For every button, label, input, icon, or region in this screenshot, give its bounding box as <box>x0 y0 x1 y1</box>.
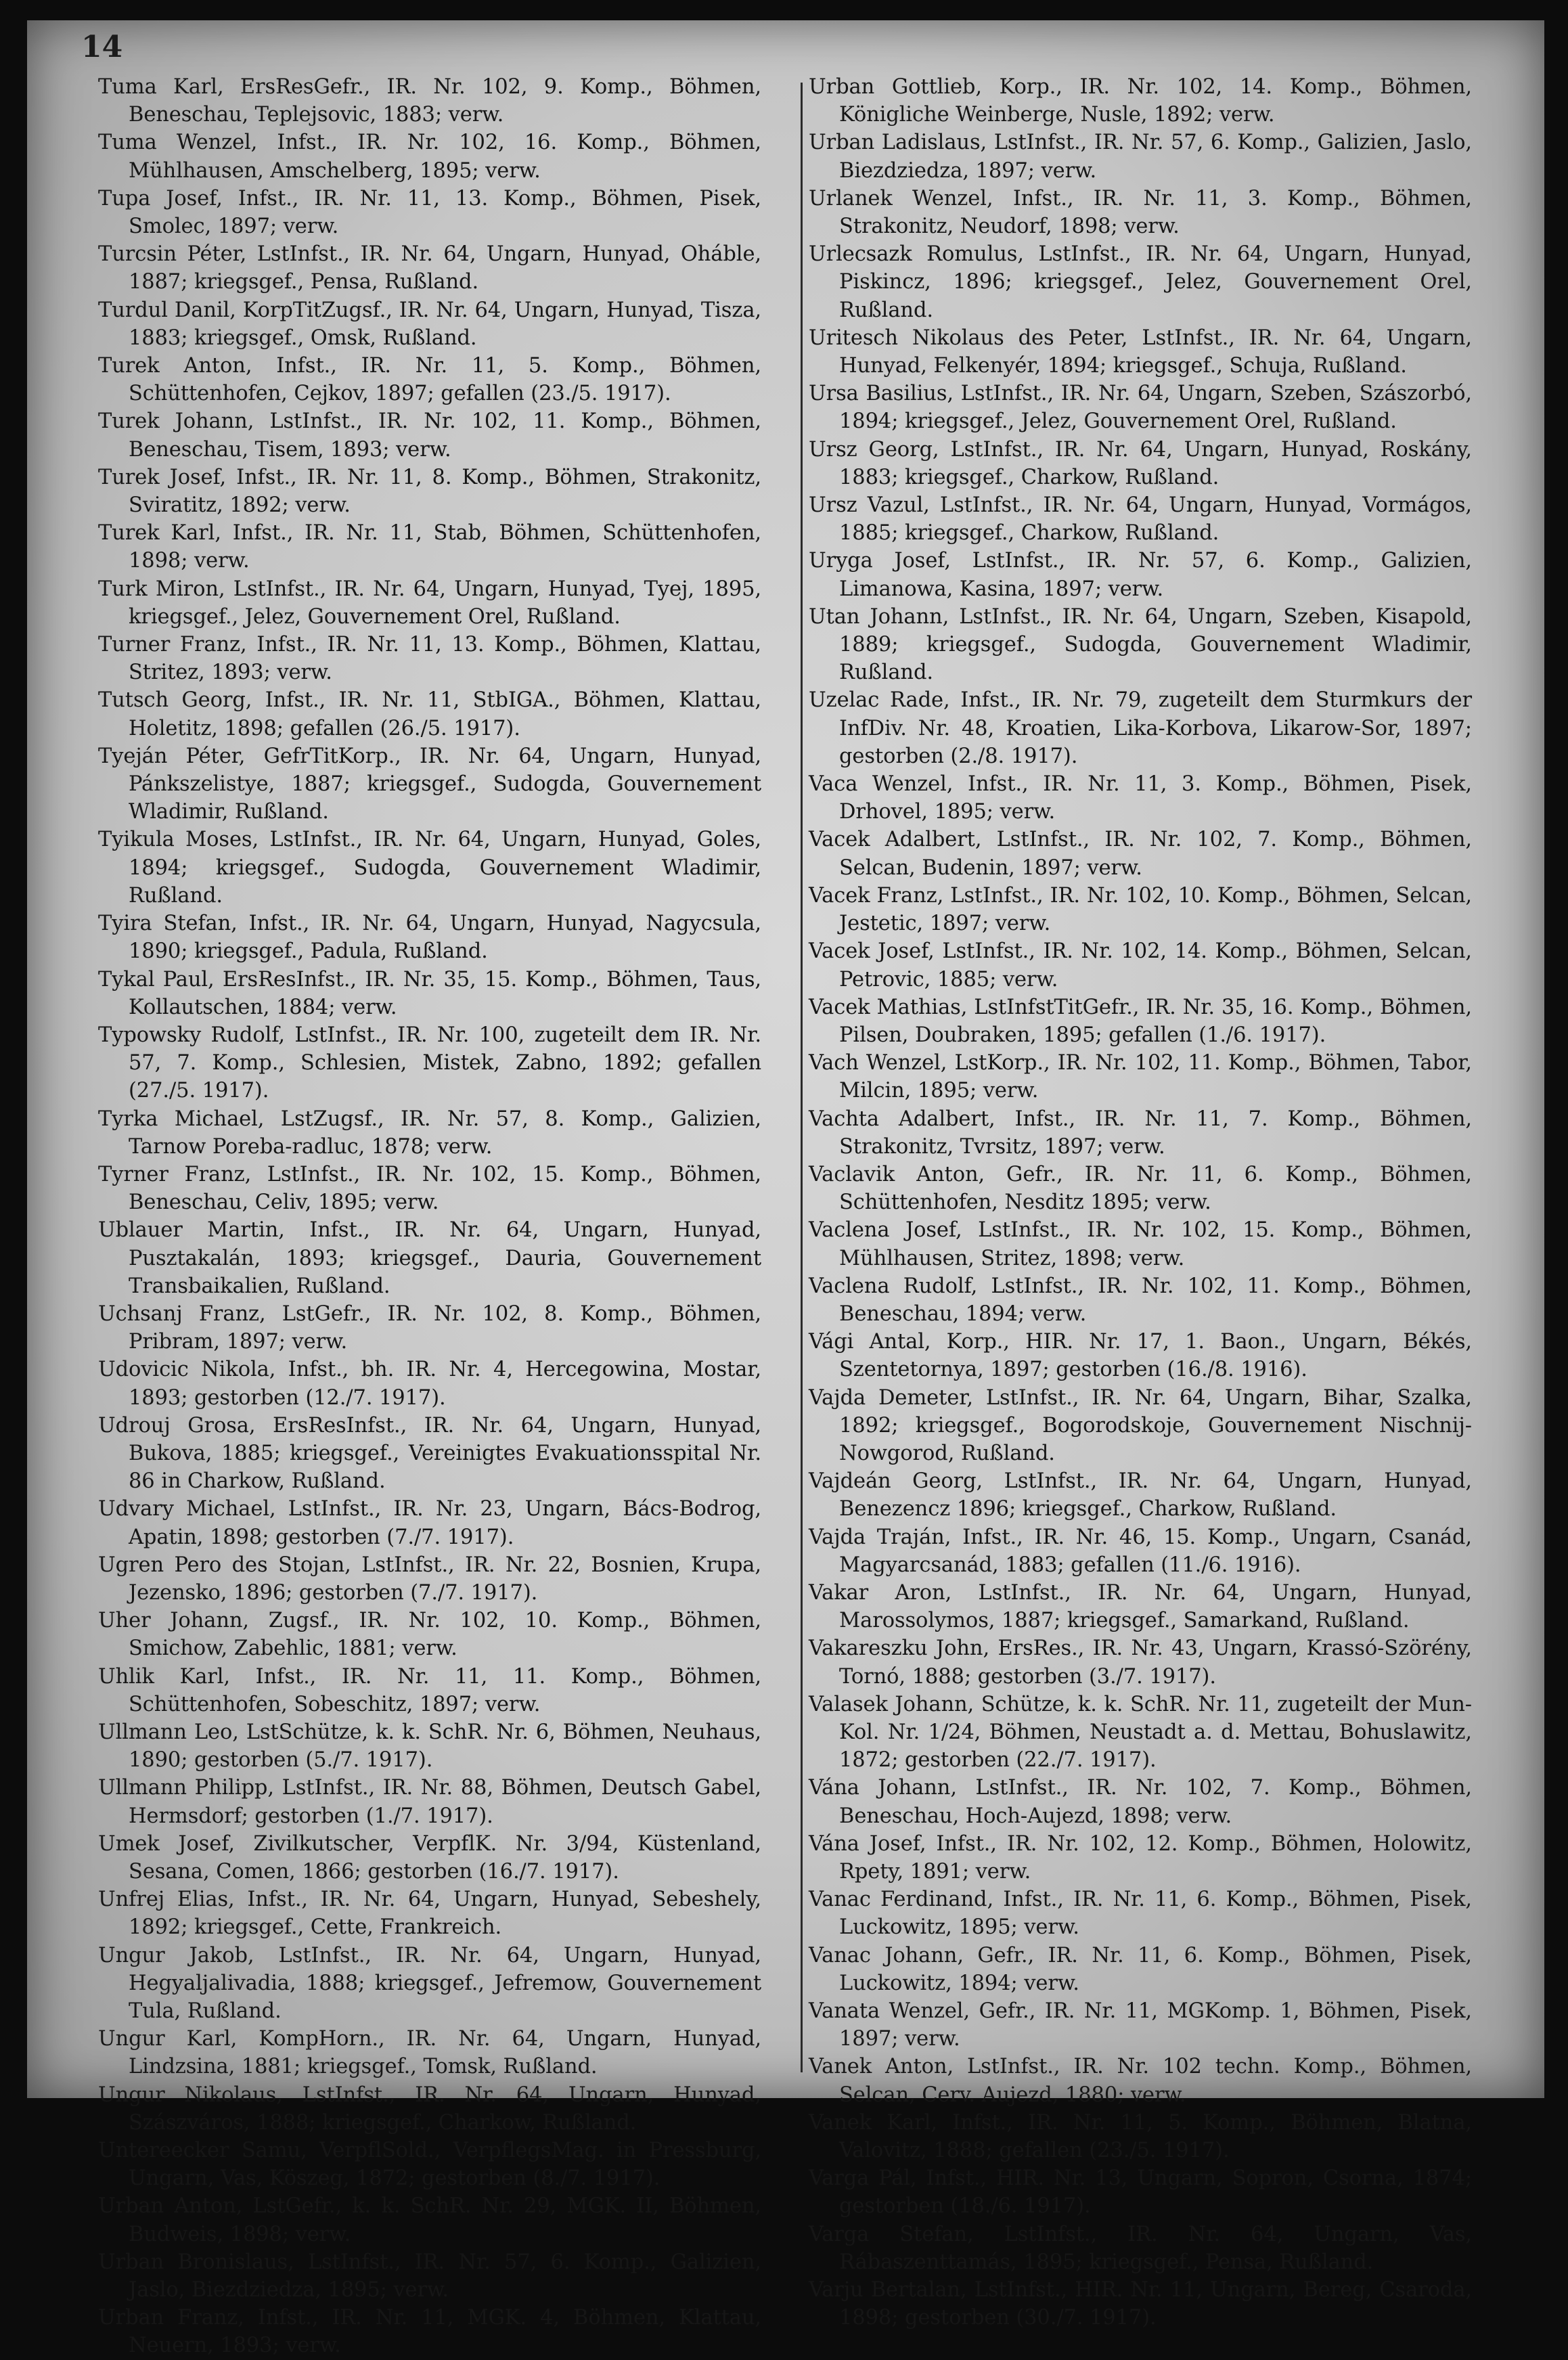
casualty-entry: Ugren Pero des Stojan, LstInfst., IR. Nr. 22, Bosnien, Krupa, Jezensko, 1896; gestorben (7./7. 1917). <box>98 1553 761 1605</box>
casualty-entry: Ursz Georg, LstInfst., IR. Nr. 64, Ungarn, Hunyad, Roskány, 1883; kriegsgef., Charkow, Rußland. <box>809 437 1472 489</box>
casualty-entry: Typowsky Rudolf, LstInfst., IR. Nr. 100, zugeteilt dem IR. Nr. 57, 7. Komp., Schlesien, Mistek, Zabno, 1892; gefallen (27./5. 1917). <box>98 1023 761 1103</box>
casualty-entry: Turner Franz, Infst., IR. Nr. 11, 13. Komp., Böhmen, Klattau, Stritez, 1893; verw. <box>98 633 761 685</box>
casualty-entry: Tuma Karl, ErsResGefr., IR. Nr. 102, 9. Komp., Böhmen, Beneschau, Teplejsovic, 1883; verw. <box>98 75 761 127</box>
document-page <box>27 20 1544 2358</box>
casualty-entry: Varga Stefan, LstInfst., IR. Nr. 64, Ungarn, Vas, Rábaszenttamás, 1895; kriegsgef., Pensa, Rußland. <box>809 2222 1472 2274</box>
casualty-entry: Urban Franz, Infst., IR. Nr. 11, MGK. 4, Böhmen, Klattau, Neuern, 1893; verw. <box>98 2306 761 2358</box>
casualty-entry: Vági Antal, Korp., HIR. Nr. 17, 1. Baon., Ungarn, Békés, Szentetornya, 1897; gestorben (16./8. 1916). <box>809 1330 1472 1382</box>
casualty-entry: Vacek Mathias, LstInfstTitGefr., IR. Nr. 35, 16. Komp., Böhmen, Pilsen, Doubraken, 1895; gefallen (1./6. 1917). <box>809 995 1472 1047</box>
casualty-entry: Turdul Danil, KorpTitZugsf., IR. Nr. 64, Ungarn, Hunyad, Tisza, 1883; kriegsgef., Omsk, Rußland. <box>98 298 761 350</box>
casualty-entry: Turek Karl, Infst., IR. Nr. 11, Stab, Böhmen, Schüttenhofen, 1898; verw. <box>98 521 761 573</box>
right-column <box>809 73 1472 2330</box>
column-divider <box>801 83 803 2072</box>
casualty-entry: Umek Josef, Zivilkutscher, VerpflK. Nr. 3/94, Küstenland, Sesana, Comen, 1866; gestorben (16./7. 1917). <box>98 1831 761 1884</box>
casualty-entry: Udrouj Grosa, ErsResInfst., IR. Nr. 64, Ungarn, Hunyad, Bukova, 1885; kriegsgef., Vereinigtes Evakuationsspital Nr. 86 in Charkow, Rußland. <box>98 1413 761 1494</box>
casualty-entry: Utan Johann, LstInfst., IR. Nr. 64, Ungarn, Szeben, Kisapold, 1889; kriegsgef., Sudogda, Gouvernement Wladimir, Rußland. <box>809 604 1472 685</box>
casualty-entry: Ullmann Leo, LstSchütze, k. k. SchR. Nr. 6, Böhmen, Neuhaus, 1890; gestorben (5./7. 1917). <box>98 1720 761 1773</box>
casualty-entry: Vanek Karl, Infst., IR. Nr. 11, 5. Komp., Böhmen, Blatna, Valovitz, 1888; gefallen (23./5. 1917). <box>809 2110 1472 2163</box>
casualty-entry: Ursz Vazul, LstInfst., IR. Nr. 64, Ungarn, Hunyad, Vormágos, 1885; kriegsgef., Charkow, Rußland. <box>809 493 1472 546</box>
casualty-entry: Vaclena Rudolf, LstInfst., IR. Nr. 102, 11. Komp., Böhmen, Beneschau, 1894; verw. <box>809 1274 1472 1326</box>
casualty-entry: Vána Johann, LstInfst., IR. Nr. 102, 7. Komp., Böhmen, Beneschau, Hoch-Aujezd, 1898; verw. <box>809 1776 1472 1828</box>
casualty-entry: Tyeján Péter, GefrTitKorp., IR. Nr. 64, Ungarn, Hunyad, Pánkszelistye, 1887; kriegsgef., Sudogda, Gouvernement Wladimir, Rußland. <box>98 744 761 824</box>
casualty-entry: Tyrka Michael, LstZugsf., IR. Nr. 57, 8. Komp., Galizien, Tarnow Poreba-radluc, 1878; verw. <box>98 1107 761 1159</box>
casualty-entry: Turek Johann, LstInfst., IR. Nr. 102, 11. Komp., Böhmen, Beneschau, Tisem, 1893; verw. <box>98 409 761 462</box>
casualty-entry: Uhlik Karl, Infst., IR. Nr. 11, 11. Komp., Böhmen, Schüttenhofen, Sobeschitz, 1897; verw. <box>98 1664 761 1716</box>
casualty-entry: Vanac Ferdinand, Infst., IR. Nr. 11, 6. Komp., Böhmen, Pisek, Luckowitz, 1895; verw. <box>809 1888 1472 1940</box>
casualty-entry: Urban Ladislaus, LstInfst., IR. Nr. 57, 6. Komp., Galizien, Jaslo, Biezdziedza, 1897; verw. <box>809 131 1472 183</box>
casualty-entry: Udvary Michael, LstInfst., IR. Nr. 23, Ungarn, Bács-Bodrog, Apatin, 1898; gestorben (7./7. 1917). <box>98 1497 761 1549</box>
left-column <box>98 73 761 2358</box>
casualty-entry: Turk Miron, LstInfst., IR. Nr. 64, Ungarn, Hunyad, Tyej, 1895, kriegsgef., Jelez, Gouvernement Orel, Rußland. <box>98 577 761 629</box>
casualty-entry: Valasek Johann, Schütze, k. k. SchR. Nr. 11, zugeteilt der Mun-Kol. Nr. 1/24, Böhmen, Neustadt a. d. Mettau, Bohuslawitz, 1872; gestorben (22./7. 1917). <box>809 1692 1472 1773</box>
casualty-entry: Vána Josef, Infst., IR. Nr. 102, 12. Komp., Böhmen, Holowitz, Rpety, 1891; verw. <box>809 1831 1472 1884</box>
casualty-entry: Varga Pál, Infst., HIR. Nr. 13, Ungarn, Sopron, Csorna, 1874; gestorben (18./6. 1917). <box>809 2166 1472 2219</box>
casualty-entry: Turek Anton, Infst., IR. Nr. 11, 5. Komp., Böhmen, Schüttenhofen, Cejkov, 1897; gefallen (23./5. 1917). <box>98 354 761 406</box>
casualty-entry: Tykal Paul, ErsResInfst., IR. Nr. 35, 15. Komp., Böhmen, Taus, Kollautschen, 1884; verw. <box>98 967 761 1019</box>
casualty-entry: Vach Wenzel, LstKorp., IR. Nr. 102, 11. Komp., Böhmen, Tabor, Milcin, 1895; verw. <box>809 1051 1472 1103</box>
casualty-entry: Ursa Basilius, LstInfst., IR. Nr. 64, Ungarn, Szeben, Szászorbó, 1894; kriegsgef., Jelez, Gouvernement Orel, Rußland. <box>809 382 1472 434</box>
casualty-entry: Vacek Adalbert, LstInfst., IR. Nr. 102, 7. Komp., Böhmen, Selcan, Budenin, 1897; verw. <box>809 828 1472 880</box>
casualty-entry: Ullmann Philipp, LstInfst., IR. Nr. 88, Böhmen, Deutsch Gabel, Hermsdorf; gestorben (1./7. 1917). <box>98 1776 761 1828</box>
casualty-entry: Ublauer Martin, Infst., IR. Nr. 64, Ungarn, Hunyad, Pusztakalán, 1893; kriegsgef., Dauria, Gouvernement Transbaikalien, Rußland. <box>98 1218 761 1298</box>
casualty-entry: Udovicic Nikola, Infst., bh. IR. Nr. 4, Hercegowina, Mostar, 1893; gestorben (12./7. 1917). <box>98 1358 761 1410</box>
casualty-entry: Tuma Wenzel, Infst., IR. Nr. 102, 16. Komp., Böhmen, Mühlhausen, Amschelberg, 1895; verw. <box>98 131 761 183</box>
casualty-entry: Tyrner Franz, LstInfst., IR. Nr. 102, 15. Komp., Böhmen, Beneschau, Celiv, 1895; verw. <box>98 1162 761 1215</box>
casualty-entry: Varju Bertalan, LstInfst., HIR. Nr. 11, Ungarn, Bereg, Csaroda, 1898; gestorben (30./7. 1917). <box>809 2278 1472 2330</box>
casualty-entry: Uzelac Rade, Infst., IR. Nr. 79, zugeteilt dem Sturmkurs der InfDiv. Nr. 48, Kroatien, Lika-Korbova, Likarow-Sor, 1897; gestorben (2./8. 1917). <box>809 688 1472 768</box>
casualty-entry: Vanata Wenzel, Gefr., IR. Nr. 11, MGKomp. 1, Böhmen, Pisek, 1897; verw. <box>809 1999 1472 2051</box>
casualty-entry: Vajda Demeter, LstInfst., IR. Nr. 64, Ungarn, Bihar, Szalka, 1892; kriegsgef., Bogorodskoje, Gouvernement Nischnij-Nowgorod, Rußland. <box>809 1385 1472 1465</box>
casualty-entry: Tutsch Georg, Infst., IR. Nr. 11, StbIGA., Böhmen, Klattau, Holetitz, 1898; gefallen (26./5. 1917). <box>98 688 761 740</box>
casualty-entry: Urban Gottlieb, Korp., IR. Nr. 102, 14. Komp., Böhmen, Königliche Weinberge, Nusle, 1892; verw. <box>809 75 1472 127</box>
casualty-entry: Tyira Stefan, Infst., IR. Nr. 64, Ungarn, Hunyad, Nagycsula, 1890; kriegsgef., Padula, Rußland. <box>98 912 761 964</box>
casualty-entry: Vanek Anton, LstInfst., IR. Nr. 102 techn. Komp., Böhmen, Selcan, Cerv. Aujezd, 1880; verw. <box>809 2055 1472 2107</box>
casualty-entry: Uryga Josef, LstInfst., IR. Nr. 57, 6. Komp., Galizien, Limanowa, Kasina, 1897; verw. <box>809 549 1472 601</box>
casualty-entry: Vanac Johann, Gefr., IR. Nr. 11, 6. Komp., Böhmen, Pisek, Luckowitz, 1894; verw. <box>809 1943 1472 1995</box>
casualty-entry: Vaclena Josef, LstInfst., IR. Nr. 102, 15. Komp., Böhmen, Mühlhausen, Stritez, 1898; verw. <box>809 1218 1472 1270</box>
casualty-entry: Uher Johann, Zugsf., IR. Nr. 102, 10. Komp., Böhmen, Smichow, Zabehlic, 1881; verw. <box>98 1609 761 1661</box>
casualty-entry: Urlanek Wenzel, Infst., IR. Nr. 11, 3. Komp., Böhmen, Strakonitz, Neudorf, 1898; verw. <box>809 186 1472 239</box>
casualty-entry: Vacek Josef, LstInfst., IR. Nr. 102, 14. Komp., Böhmen, Selcan, Petrovic, 1885; verw. <box>809 939 1472 992</box>
casualty-entry: Urban Anton, LstGefr., k. k. SchR. Nr. 29, MGK. II, Böhmen, Budweis, 1898; verw. <box>98 2194 761 2246</box>
casualty-entry: Urban Bronislaus, LstInfst., IR. Nr. 57, 6. Komp., Galizien, Jaslo, Biezdziedza, 1895; verw. <box>98 2250 761 2302</box>
casualty-entry: Vajda Traján, Infst., IR. Nr. 46, 15. Komp., Ungarn, Csanád, Magyarcsanád, 1883; gefallen (11./6. 1916). <box>809 1525 1472 1577</box>
casualty-entry: Vajdeán Georg, LstInfst., IR. Nr. 64, Ungarn, Hunyad, Benezencz 1896; kriegsgef., Charkow, Rußland. <box>809 1469 1472 1521</box>
casualty-entry: Tyikula Moses, LstInfst., IR. Nr. 64, Ungarn, Hunyad, Goles, 1894; kriegsgef., Sudogda, Gouvernement Wladimir, Rußland. <box>98 828 761 908</box>
casualty-entry: Turcsin Péter, LstInfst., IR. Nr. 64, Ungarn, Hunyad, Oháble, 1887; kriegsgef., Pensa, Rußland. <box>98 242 761 294</box>
casualty-entry: Ungur Jakob, LstInfst., IR. Nr. 64, Ungarn, Hunyad, Hegyaljalivadia, 1888; kriegsgef., Jefremow, Gouvernement Tula, Rußland. <box>98 1943 761 2024</box>
casualty-entry: Vakar Aron, LstInfst., IR. Nr. 64, Ungarn, Hunyad, Marossolymos, 1887; kriegsgef., Samarkand, Rußland. <box>809 1580 1472 1633</box>
casualty-entry: Uchsanj Franz, LstGefr., IR. Nr. 102, 8. Komp., Böhmen, Pribram, 1897; verw. <box>98 1301 761 1354</box>
casualty-entry: Tupa Josef, Infst., IR. Nr. 11, 13. Komp., Böhmen, Pisek, Smolec, 1897; verw. <box>98 186 761 239</box>
casualty-entry: Urlecsazk Romulus, LstInfst., IR. Nr. 64, Ungarn, Hunyad, Piskincz, 1896; kriegsgef., Jelez, Gouvernement Orel, Rußland. <box>809 242 1472 322</box>
casualty-entry: Vaca Wenzel, Infst., IR. Nr. 11, 3. Komp., Böhmen, Pisek, Drhovel, 1895; verw. <box>809 772 1472 824</box>
casualty-entry: Vachta Adalbert, Infst., IR. Nr. 11, 7. Komp., Böhmen, Strakonitz, Tvrsitz, 1897; verw. <box>809 1107 1472 1159</box>
casualty-entry: Vaclavik Anton, Gefr., IR. Nr. 11, 6. Komp., Böhmen, Schüttenhofen, Nesditz 1895; verw. <box>809 1162 1472 1215</box>
casualty-entry: Turek Josef, Infst., IR. Nr. 11, 8. Komp., Böhmen, Strakonitz, Sviratitz, 1892; verw. <box>98 465 761 518</box>
casualty-entry: Untereecker Samu, VerpflSold., VerpflegsMag. in Pressburg, Ungarn, Vas, Köszeg, 1872; gestorben (8./7. 1917). <box>98 2139 761 2191</box>
casualty-entry: Vacek Franz, LstInfst., IR. Nr. 102, 10. Komp., Böhmen, Selcan, Jestetic, 1897; verw. <box>809 883 1472 936</box>
casualty-entry: Unfrej Elias, Infst., IR. Nr. 64, Ungarn, Hunyad, Sebeshely, 1892; kriegsgef., Cette, Frankreich. <box>98 1888 761 1940</box>
casualty-entry: Ungur Karl, KompHorn., IR. Nr. 64, Ungarn, Hunyad, Lindzsina, 1881; kriegsgef., Tomsk, Rußland. <box>98 2027 761 2079</box>
page-number: 14 <box>81 30 123 64</box>
casualty-entry: Uritesch Nikolaus des Peter, LstInfst., IR. Nr. 64, Ungarn, Hunyad, Felkenyér, 1894; kriegsgef., Schuja, Rußland. <box>809 326 1472 378</box>
casualty-entry: Vakareszku John, ErsRes., IR. Nr. 43, Ungarn, Krassó-Szörény, Tornó, 1888; gestorben (3./7. 1917). <box>809 1637 1472 1689</box>
casualty-entry: Ungur Nikolaus, LstInfst., IR. Nr. 64, Ungarn, Hunyad, Szászváros, 1888; kriegsgef., Charkow, Rußland. <box>98 2083 761 2135</box>
